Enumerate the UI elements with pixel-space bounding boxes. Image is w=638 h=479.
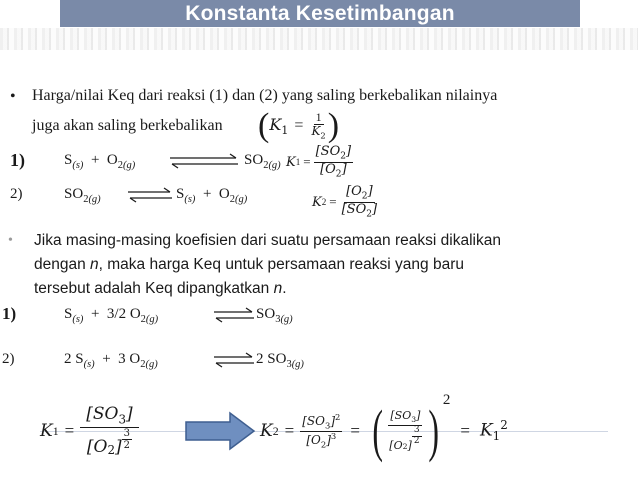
reaction-a2-left: $SO_{2(g)}$ <box>64 186 101 205</box>
reaction-a2-number: 2) <box>10 186 23 202</box>
title-banner <box>60 0 580 27</box>
reaction-a1-left: $S_{(s)} + O_{2(g)}$ <box>64 152 136 171</box>
k2-fraction-b: $\frac{[SO_3]^2}{[O_2]^3}$ <box>302 411 341 449</box>
k1-symbol: $K_1$ <box>269 114 289 138</box>
outer-exponent: 2 <box>442 392 451 408</box>
k2-fraction-a: $\frac{[O_2]}{[SO_2]}$ <box>341 183 378 220</box>
equals-sign: = <box>294 117 304 134</box>
big-paren-right: ) <box>427 398 439 463</box>
paren-right: ) <box>327 107 340 144</box>
inner-exponent: $\frac{3}{2}$ <box>413 424 420 446</box>
right-block-arrow <box>184 411 256 451</box>
reaction-b2-product: 2 $SO_{3(g)}$ <box>256 351 304 370</box>
bullet-dot: • <box>10 88 16 105</box>
one-over-k2: $\frac{1}{K_2}$ <box>311 110 326 141</box>
slide-title: Konstanta Kesetimbangan <box>185 1 455 25</box>
paren-left: ( <box>258 107 270 144</box>
bullet2-line3: tersebut adalah Keq dipangkatkan n. <box>34 280 287 297</box>
equilibrium-arrow-b2 <box>212 351 256 369</box>
k2-expression-b: K 2 = $\frac{[SO_3]^2}{[O_2]^3}$ = ( $[SO_3]$ [O 2 ] $\frac{3}{2}$ ) 2 = $K_1^2$ <box>260 392 508 463</box>
k2-expression-a: K 2 = $\frac{[O_2]}{[SO_2]}$ <box>312 183 378 220</box>
k1-expression-a: K 1 = $\frac{[SO_2]}{[O_2]}$ <box>286 143 352 180</box>
result-k1-squared: $K_1^2$ <box>479 418 508 444</box>
reaction-a2-products: $S_{(s)} + O_{2(g)}$ <box>176 186 248 205</box>
inner-fraction: $[SO_3]$ [O 2 ] $\frac{3}{2}$ <box>389 409 421 452</box>
bullet-dot-2: • <box>8 233 13 248</box>
exponent-three-halves: $\frac{3}{2}$ <box>123 427 131 451</box>
decorative-strip <box>0 28 638 50</box>
bullet1-line2: juga akan saling berkebalikan <box>32 117 223 134</box>
bullet1-line1: Harga/nilai Keq dari reaksi (1) dan (2) yang saling berkebalikan nilainya <box>32 87 498 104</box>
reaction-b2-number: 2) <box>2 351 15 367</box>
reaction-a1-product: $SO_{2(g)}$ <box>244 152 281 171</box>
k1-fraction-a: $\frac{[SO_2]}{[O_2]}$ <box>315 143 352 180</box>
equilibrium-arrow-a2 <box>126 186 174 204</box>
big-paren-left: ( <box>372 398 383 463</box>
bullet2-line2: dengan n, maka harga Keq untuk persamaan reaksi yang baru <box>34 256 464 273</box>
reaction-b1-product: $SO_{3(g)}$ <box>256 306 293 325</box>
equilibrium-arrow-a1 <box>168 152 240 170</box>
k1-fraction-b: $[SO_3]$ [O 2 ] $\frac{3}{2}$ <box>80 405 138 456</box>
reaction-b2-left: 2 $S_{(s)} + 3$ $O_{2(g)}$ <box>64 351 158 370</box>
k1-expression-b: K 1 = $[SO_3]$ [O 2 ] $\frac{3}{2}$ <box>40 395 139 467</box>
reaction-b1-left: $S_{(s)} + 3/2$ $O_{2(g)}$ <box>64 306 159 325</box>
bullet2-line1: Jika masing-masing koefisien dari suatu persamaan reaksi dikalikan <box>34 232 501 249</box>
equilibrium-arrow-b1 <box>212 306 256 324</box>
reaction-a1-number: 1) <box>10 150 25 170</box>
reaction-b1-number: 1) <box>2 304 17 323</box>
